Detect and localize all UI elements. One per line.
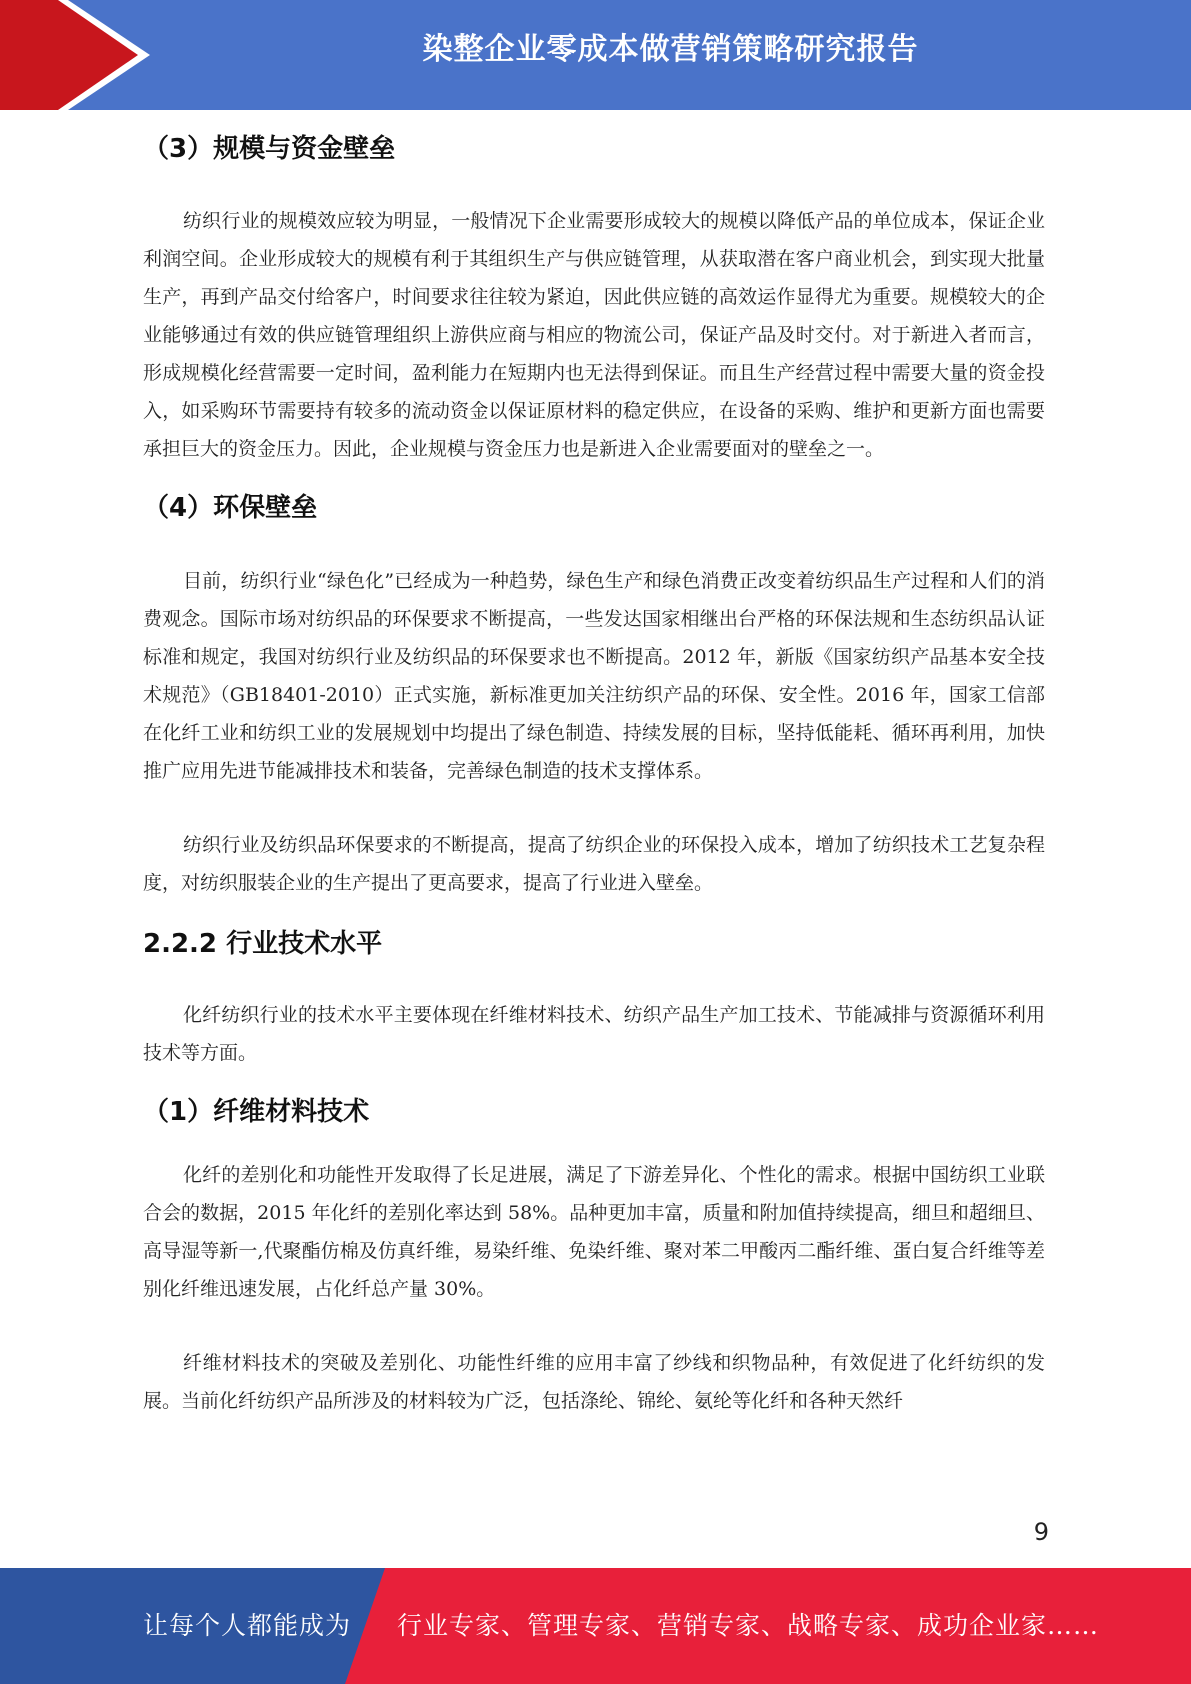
paragraph-industry-tech-level: 化纤纺织行业的技术水平主要体现在纤维材料技术、纺织产品生产加工技术、节能减排与资源循环利用技术等方面。	[143, 1004, 1045, 1064]
page-footer	[0, 1568, 1191, 1684]
paragraph-scale-capital-barrier: 纺织行业的规模效应较为明显，一般情况下企业需要形成较大的规模以降低产品的单位成本，保证企业利润空间。企业形成较大的规模有利于其组织生产与供应链管理，从获取潜在客户商业机会，到实现大批量生产，再到产品交付给客户，时间要求往往较为紧迫，因此供应链的高效运作显得尤为重要。规模较大的企业能够通过有效的供应链管理组织上游供应商与相应的物流公司，保证产品及时交付。对于新进入者而言，形成规模化经营需要一定时间，盈利能力在短期内也无法得到保证。而且生产经营过程中需要大量的资金投入，如采购环节需要持有较多的流动资金以保证原材料的稳定供应，在设备的采购、维护和更新方面也需要承担巨大的资金压力。因此，企业规模与资金压力也是新进入企业需要面对的壁垒之一。	[143, 210, 1045, 460]
page-header	[0, 0, 1191, 110]
paragraph-environmental-barrier-2: 纺织行业及纺织品环保要求的不断提高，提高了纺织企业的环保投入成本，增加了纺织技术工艺复杂程度，对纺织服装企业的生产提出了更高要求，提高了行业进入壁垒。	[143, 834, 1045, 894]
document-body	[143, 110, 1045, 1420]
paragraph-fiber-material-tech-1: 化纤的差别化和功能性开发取得了长足进展，满足了下游差异化、个性化的需求。根据中国纺织工业联合会的数据，2015 年化纤的差别化率达到 58%。品种更加丰富，质量和附加值持续提高，细旦和超细旦、高导湿等新一,代聚酯仿棉及仿真纤维，易染纤维、免染纤维、聚对苯二甲酸丙二酯纤维、蛋白复合纤维等差别化纤维迅速发展，占化纤总产量 30%。	[143, 1164, 1045, 1300]
page-number: 9	[1033, 1518, 1049, 1546]
footer-slogan-right: 行业专家、管理专家、营销专家、战略专家、成功企业家……	[397, 1611, 1100, 1640]
section-heading-environmental-barrier: （4）环保壁垒	[143, 493, 318, 523]
footer-slogan-left: 让每个人都能成为	[143, 1611, 352, 1640]
paragraph-environmental-barrier-1: 目前，纺织行业“绿色化”已经成为一种趋势，绿色生产和绿色消费正改变着纺织品生产过程和人们的消费观念。国际市场对纺织品的环保要求不断提高，一些发达国家相继出台严格的环保法规和生态纺织品认证标准和规定，我国对纺织行业及纺织品的环保要求也不断提高。2012 年，新版《国家纺织产品基本安全技术规范》（GB18401-2010）正式实施，新标准更加关注纺织产品的环保、安全性。2016 年，国家工信部在化纤工业和纺织工业的发展规划中均提出了绿色制造、持续发展的目标，坚持低能耗、循环再利用，加快推广应用先进节能减排技术和装备，完善绿色制造的技术支撑体系。	[143, 570, 1045, 782]
section-heading-industry-tech-level: 2.2.2 行业技术水平	[143, 929, 383, 959]
section-heading-fiber-material-tech: （1）纤维材料技术	[143, 1097, 370, 1127]
section-heading-scale-capital-barrier: （3）规模与资金壁垒	[143, 134, 396, 164]
report-title: 染整企业零成本做营销策略研究报告	[422, 32, 919, 67]
paragraph-fiber-material-tech-2: 纤维材料技术的突破及差别化、功能性纤维的应用丰富了纱线和织物品种，有效促进了化纤纺织的发展。当前化纤纺织产品所涉及的材料较为广泛，包括涤纶、锦纶、氨纶等化纤和各种天然纤	[143, 1352, 1045, 1412]
